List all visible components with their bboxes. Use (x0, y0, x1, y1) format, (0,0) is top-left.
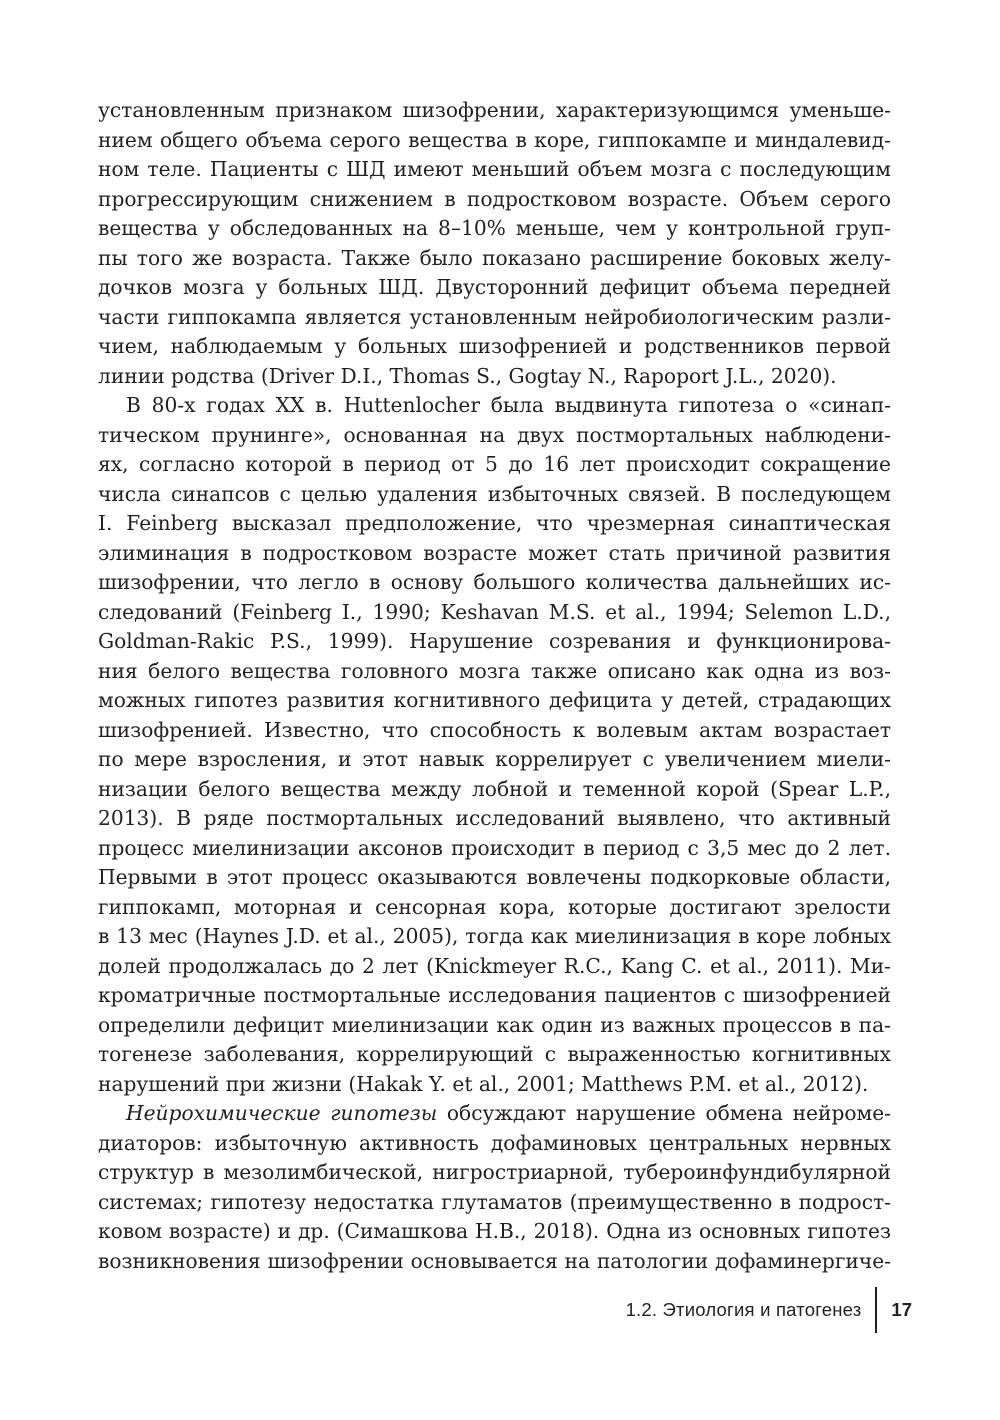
text-line: гиппокамп, моторная и сенсорная кора, которые достигают зрелости (98, 894, 891, 919)
text-line: прогрессирующим снижением в подростковом возрасте. Объем серого (98, 186, 891, 211)
text-line: диаторов: избыточную активность дофаминовых центральных нервных (98, 1130, 891, 1155)
text-line: системах; гипотезу недостатка глутаматов (преимущественно в подрост- (98, 1189, 891, 1214)
text-line: ях, согласно которой в период от 5 до 16 лет происходит сокращение (98, 452, 891, 476)
text-line: части гиппокампа является установленным нейробиологическим разли- (98, 304, 891, 329)
body-text (98, 96, 891, 1276)
footer-divider (875, 1287, 877, 1333)
text-line: долей продолжалась до 2 лет (Knickmeyer R.C., Kang C. et al., 2011). Ми- (98, 953, 891, 978)
text-line: шизофрении, что легло в основу большого количества дальнейших ис- (98, 570, 891, 594)
text-line: линии родства (Driver D.I., Thomas S., Gogtay N., Rapoport J.L., 2020). (98, 363, 837, 388)
text-line (98, 1099, 891, 1129)
text-line: кроматричные постмортальные исследования пациентов с шизофренией (98, 983, 891, 1007)
text-line: тогенезе заболевания, коррелирующий с выраженностью когнитивных (98, 1042, 891, 1066)
text-line: дочков мозга у больных ШД. Двусторонний дефицит объема передней (98, 275, 891, 299)
text-line: числа синапсов с целью удаления избыточных связей. В последующем (98, 481, 891, 506)
text-line: процесс миелинизации аксонов происходит в период с 3,5 мес до 2 лет. (98, 835, 891, 860)
text-line: в 13 мес (Haynes J.D. et al., 2005), тогда как миелинизация в коре лобных (98, 924, 891, 948)
text-line: 2013). В ряде постмортальных исследований выявлено, что активный (98, 806, 891, 830)
text-line: по мере взросления, и этот навык коррелирует с увеличением миели- (98, 747, 891, 771)
text-line: В 80-х годах XX в. Huttenlocher была выдвинута гипотеза о «синап- (126, 393, 891, 417)
text-line: нарушений при жизни (Hakak Y. et al., 2001; Matthews P.M. et al., 2012). (98, 1071, 869, 1096)
text-line: ния белого вещества головного мозга также описано как одна из воз- (98, 658, 891, 683)
page-number: 17 (891, 1299, 912, 1320)
page-footer (626, 1287, 912, 1333)
text-line: вещества у обследованных на 8–10% меньше, чем у контрольной груп- (98, 216, 891, 240)
text-line: нием общего объема серого вещества в коре, гиппокампе и миндалевид- (98, 127, 891, 152)
text-line: элиминация в подростковом возрасте может стать причиной развития (98, 540, 891, 565)
text-line: структур в мезолимбической, нигростриарной, тубероинфундибулярной (98, 1160, 891, 1184)
text-line: можных гипотез развития когнитивного дефицита у детей, страдающих (98, 688, 891, 712)
text-line: установленным признаком шизофрении, характеризующимся уменьше- (98, 98, 891, 122)
italic-term: Нейрохимические гипотезы (126, 1101, 438, 1125)
text-line: возникновения шизофрении основывается на патологии дофаминергиче- (98, 1248, 891, 1273)
text-line: ковом возрасте) и др. (Симашкова Н.В., 2018). Одна из основных гипотез (98, 1219, 891, 1243)
text-line: чием, наблюдаемым у больных шизофренией и родственников первой (98, 334, 891, 358)
text-line: Первыми в этот процесс оказываются вовлечены подкорковые области, (98, 865, 891, 889)
text-line: ном теле. Пациенты с ШД имеют меньший объем мозга с последующим (98, 157, 891, 181)
text-line: определили дефицит миелинизации как один из важных процессов в па- (98, 1012, 891, 1037)
text-line: шизофренией. Известно, что способность к волевым актам возрастает (98, 717, 891, 742)
text-line: тическом прунинге», основанная на двух постмортальных наблюдени- (98, 422, 891, 447)
text-line: следований (Feinberg I., 1990; Keshavan M.S. et al., 1994; Selemon L.D., (98, 599, 891, 624)
text-line: пы того же возраста. Также было показано расширение боковых желу- (98, 245, 891, 270)
text-line-rest: обсуждают нарушение обмена нейроме- (446, 1101, 891, 1125)
text-line: Goldman-Rakic P.S., 1999). Нарушение созревания и функционирова- (98, 629, 891, 653)
text-line: низации белого вещества между лобной и теменной корой (Spear L.P., (98, 776, 891, 801)
running-section-title: 1.2. Этиология и патогенез (625, 1299, 862, 1320)
text-line: I. Feinberg высказал предположение, что чрезмерная синаптическая (98, 511, 891, 535)
